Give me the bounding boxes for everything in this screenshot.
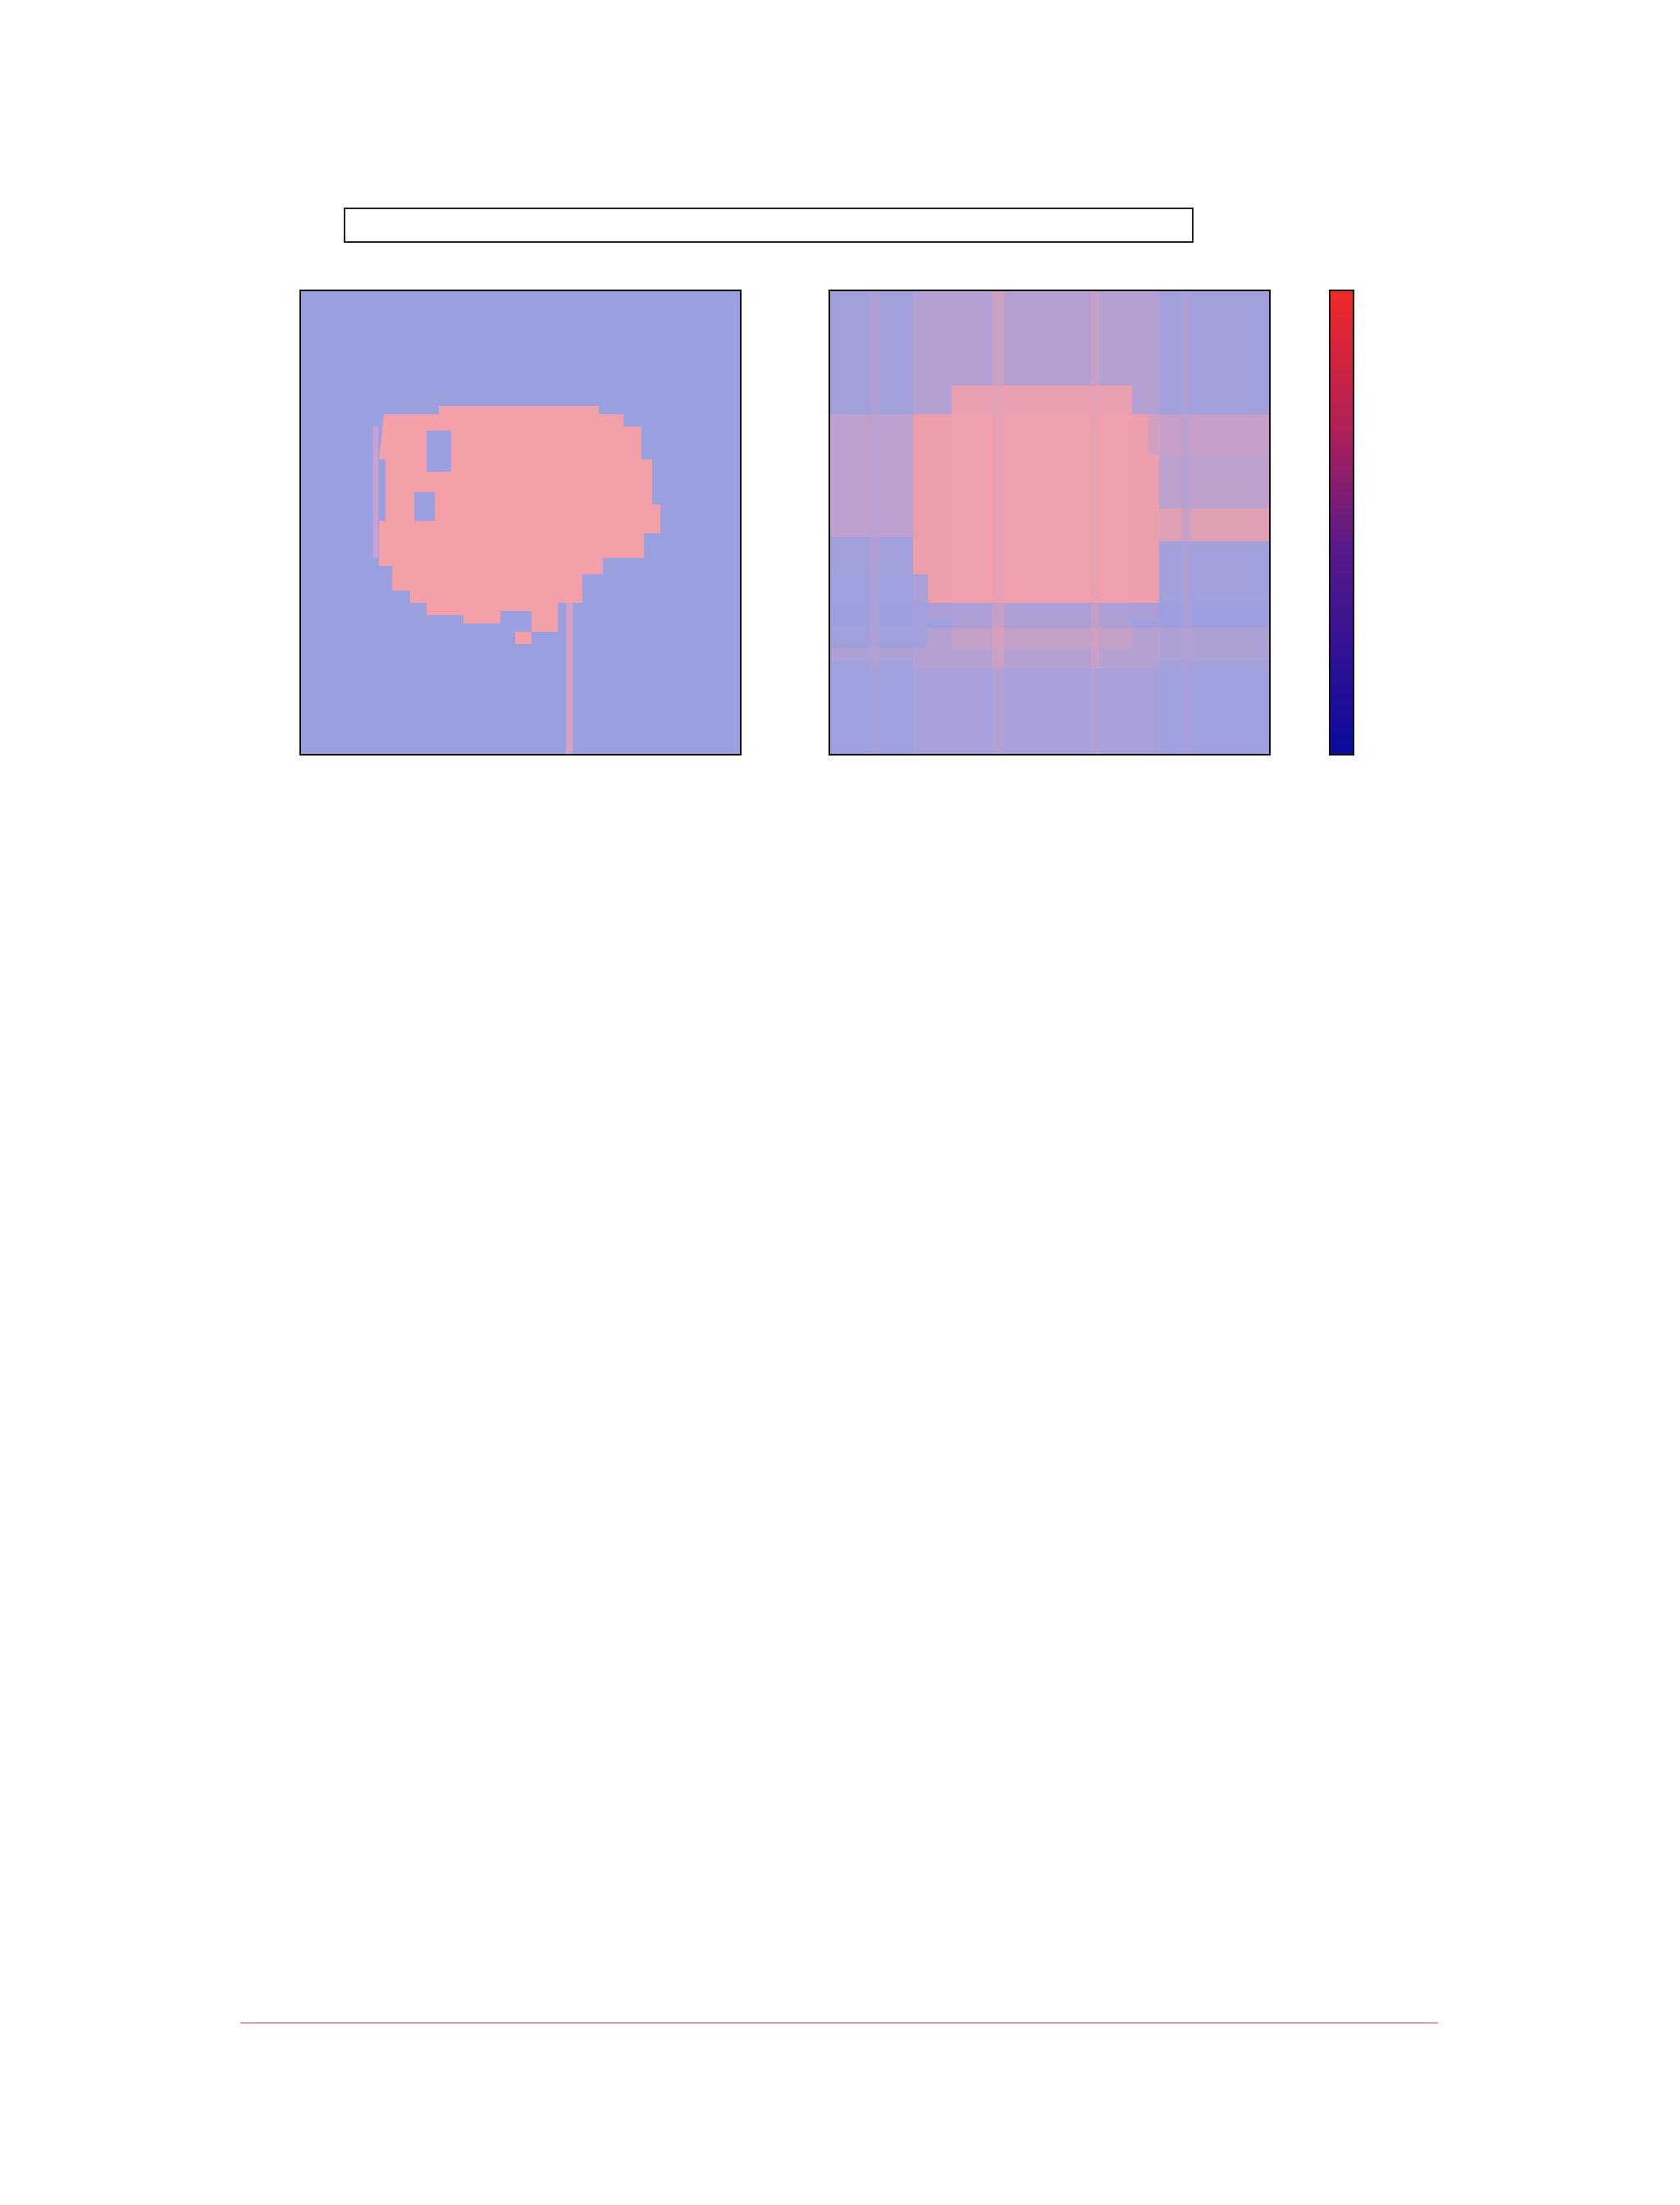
figure-2-55 (0, 0, 1680, 812)
colorbar-gradient (1330, 290, 1354, 755)
legend-box (345, 208, 1193, 242)
colorbar (1330, 290, 1354, 755)
class0-notch-2 (414, 492, 435, 521)
legend (345, 208, 1193, 242)
right-plot-decision-function (829, 290, 1270, 755)
class0-notch (427, 431, 451, 472)
page-footer (240, 2031, 280, 2062)
class1-stripe-2 (373, 427, 378, 558)
footer-separator (240, 2031, 280, 2061)
left-plot-decision-boundary (300, 290, 741, 755)
class1-stripe (566, 603, 573, 755)
footer-rule (240, 2022, 1438, 2024)
